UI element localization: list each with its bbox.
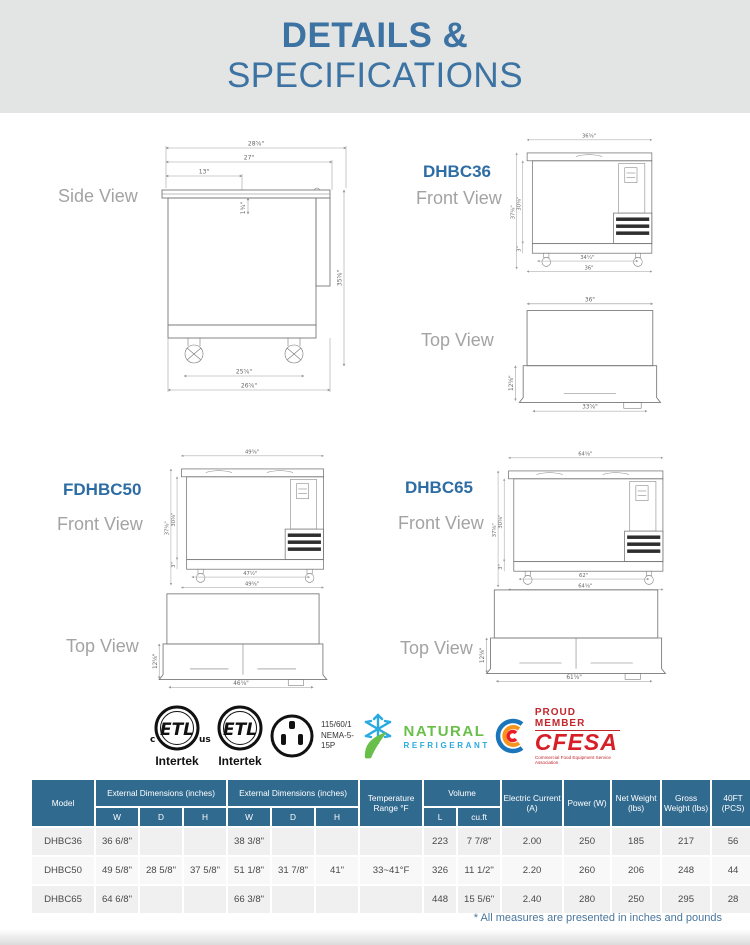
electrical-spec-line2: NEMA-5-15P	[321, 730, 354, 751]
dim-label: 30⅝"	[498, 514, 505, 529]
sub-header-h2: H	[316, 808, 358, 826]
side-view-drawing	[146, 138, 358, 398]
page-title-line2: SPECIFICATIONS	[226, 56, 524, 95]
dim-label: 27"	[243, 154, 255, 162]
plug-rating	[268, 712, 357, 760]
cfesa-label: CFESA	[534, 729, 618, 755]
dim-label: 12⅝"	[509, 375, 516, 391]
fdhbc50-front-drawing	[148, 448, 343, 598]
fdhbc50-top-drawing	[150, 590, 335, 694]
col-header-power: Power (W)	[564, 780, 610, 826]
natural-label: NATURAL	[403, 722, 486, 740]
cell-h2	[316, 886, 358, 913]
cell-h2: 41"	[316, 857, 358, 884]
cell-model: DHBC50	[32, 857, 94, 884]
natural-refrigerant-badge	[357, 713, 489, 759]
snowflake-leaf-icon	[357, 713, 399, 759]
cell-h1	[184, 828, 226, 855]
cell-h2	[316, 828, 358, 855]
col-header-net-weight: Net Weight (lbs)	[612, 780, 660, 826]
model-label-dhbc65: DHBC65	[405, 478, 474, 497]
dim-label: 3"	[170, 561, 177, 568]
dim-label: 46⅝"	[233, 680, 249, 687]
col-group-external-dims-2: External Dimensions (inches)	[228, 780, 358, 806]
dhbc65-top-drawing	[477, 588, 677, 688]
dim-label: 37⅝"	[491, 523, 498, 538]
col-group-external-dims-1: External Dimensions (inches)	[96, 780, 226, 806]
dim-label: 3"	[498, 563, 505, 570]
cell-h1	[184, 886, 226, 913]
dim-label: 34¼"	[580, 254, 595, 261]
dim-label: 62"	[579, 572, 589, 579]
cell-net: 250	[612, 886, 660, 913]
cell-d1	[140, 828, 182, 855]
sub-header-d1: D	[140, 808, 182, 826]
cell-net: 185	[612, 828, 660, 855]
measurement-footnote: * All measures are presented in inches and pounds	[473, 912, 722, 924]
dim-label: 35⅝"	[336, 269, 344, 287]
cell-model: DHBC65	[32, 886, 94, 913]
cell-l: 448	[424, 886, 456, 913]
cell-current: 2.40	[502, 886, 562, 913]
sub-header-cuft: cu.ft	[458, 808, 500, 826]
certifications-row	[142, 700, 620, 772]
cell-temp	[360, 886, 422, 913]
table-row-dhbc50	[32, 857, 750, 884]
cell-current: 2.20	[502, 857, 562, 884]
cell-model: DHBC36	[32, 828, 94, 855]
svg-text:ETL: ETL	[159, 720, 195, 740]
dim-label: 37⅝"	[510, 205, 517, 220]
cell-w1: 49 5/8"	[96, 857, 138, 884]
dim-label: 33⅝"	[582, 404, 598, 411]
cell-w2: 38 3/8"	[228, 828, 270, 855]
cell-temp: 33~41°F	[360, 857, 422, 884]
cfesa-swirl-icon	[490, 716, 530, 756]
col-header-gross-weight: Gross Weight (lbs)	[662, 780, 710, 826]
col-header-model: Model	[32, 780, 94, 826]
page-bottom-shadow	[0, 929, 750, 945]
cetlus-badge	[142, 704, 212, 768]
cell-temp	[360, 828, 422, 855]
cell-gross: 217	[662, 828, 710, 855]
cell-gross: 295	[662, 886, 710, 913]
cell-w1: 36 6/8"	[96, 828, 138, 855]
top-view-label-dhbc65: Top View	[400, 638, 473, 658]
cetlus-logo-icon	[142, 704, 212, 754]
cell-d2: 31 7/8"	[272, 857, 314, 884]
dhbc65-front-drawing	[478, 450, 683, 600]
front-view-label-fdhbc50: Front View	[57, 514, 143, 534]
etl-sanitation-badge	[212, 704, 268, 768]
dim-label: 26⅝"	[240, 382, 258, 390]
cell-power: 250	[564, 828, 610, 855]
dim-label: 64⅝"	[578, 451, 593, 458]
dim-label: 30⅝"	[170, 512, 177, 527]
dhbc36-top-drawing	[505, 298, 670, 416]
intertek-label: Intertek	[218, 754, 262, 768]
table-row-dhbc36	[32, 828, 750, 855]
col-header-40ft: 40FT (PCS)	[712, 780, 750, 826]
cfesa-badge	[490, 707, 620, 765]
page-title-line1: DETAILS &	[281, 16, 469, 55]
dim-label: 49⅝"	[244, 581, 260, 588]
specifications-table	[30, 778, 750, 915]
col-group-volume: Volume	[424, 780, 500, 806]
intertek-label: Intertek	[155, 754, 199, 768]
sub-header-w2: W	[228, 808, 270, 826]
model-label-fdhbc50: FDHBC50	[63, 480, 142, 499]
etl-logo-icon	[212, 704, 268, 754]
svg-text:c: c	[150, 735, 156, 745]
dim-label: 49⅝"	[244, 449, 260, 456]
cell-cuft: 7 7/8"	[458, 828, 500, 855]
refrigerant-label: REFRIGERANT	[403, 740, 490, 750]
cell-pcs: 56	[712, 828, 750, 855]
dim-label: 3"	[516, 245, 523, 252]
top-view-label-fdhbc50: Top View	[66, 636, 139, 656]
top-view-label-dhbc36: Top View	[421, 330, 494, 350]
dim-label: 12⅝"	[152, 653, 159, 670]
dim-label: 64⅝"	[578, 583, 593, 590]
cell-h1: 37 5/8"	[184, 857, 226, 884]
sub-header-h1: H	[184, 808, 226, 826]
dim-label: 13"	[198, 168, 210, 176]
nema-plug-icon	[268, 712, 316, 760]
electrical-spec-line1: 115/60/1	[321, 719, 352, 729]
cell-cuft: 11 1/2"	[458, 857, 500, 884]
cell-d1	[140, 886, 182, 913]
side-view-label: Side View	[58, 186, 138, 206]
cell-l: 326	[424, 857, 456, 884]
cell-w2: 51 1/8"	[228, 857, 270, 884]
dhbc36-front-drawing	[495, 132, 670, 282]
cell-pcs: 44	[712, 857, 750, 884]
cell-power: 280	[564, 886, 610, 913]
dim-label: 30⅝"	[516, 196, 523, 211]
dim-label: 61⅝"	[566, 674, 582, 681]
dim-label: 36⅝"	[581, 133, 597, 140]
cell-power: 260	[564, 857, 610, 884]
front-view-label-dhbc65: Front View	[398, 513, 484, 533]
cell-cuft: 15 5/6"	[458, 886, 500, 913]
dim-label: 36"	[584, 265, 594, 272]
svg-text:us: us	[199, 735, 211, 745]
dim-label: 37⅝"	[164, 521, 171, 536]
cfesa-subtitle: Commercial Food Equipment Service Association	[534, 755, 611, 765]
dim-label: 28⅝"	[247, 140, 265, 148]
table-row-dhbc65	[32, 886, 750, 913]
cell-d1: 28 5/8"	[140, 857, 182, 884]
cell-w2: 66 3/8"	[228, 886, 270, 913]
cell-pcs: 28	[712, 886, 750, 913]
cell-w1: 64 6/8"	[96, 886, 138, 913]
cell-l: 223	[424, 828, 456, 855]
sub-header-d2: D	[272, 808, 314, 826]
model-label-dhbc36: DHBC36	[423, 162, 492, 181]
col-header-current: Electric Current (A)	[502, 780, 562, 826]
proud-member-label: PROUD MEMBER	[535, 707, 620, 731]
cell-current: 2.00	[502, 828, 562, 855]
cell-gross: 248	[662, 857, 710, 884]
dim-label: 12⅝"	[480, 647, 487, 664]
cell-d2	[272, 828, 314, 855]
dim-label: 36"	[584, 297, 595, 304]
dim-label: 47½"	[243, 570, 258, 577]
dim-label: 1¾"	[240, 201, 247, 215]
svg-text:ETL: ETL	[222, 720, 258, 740]
col-header-temperature: Temperature Range °F	[360, 780, 422, 826]
dim-label: 25⅝"	[235, 368, 253, 376]
cell-net: 206	[612, 857, 660, 884]
sub-header-l: L	[424, 808, 456, 826]
sub-header-w1: W	[96, 808, 138, 826]
front-view-label-dhbc36: Front View	[416, 188, 502, 208]
cell-d2	[272, 886, 314, 913]
